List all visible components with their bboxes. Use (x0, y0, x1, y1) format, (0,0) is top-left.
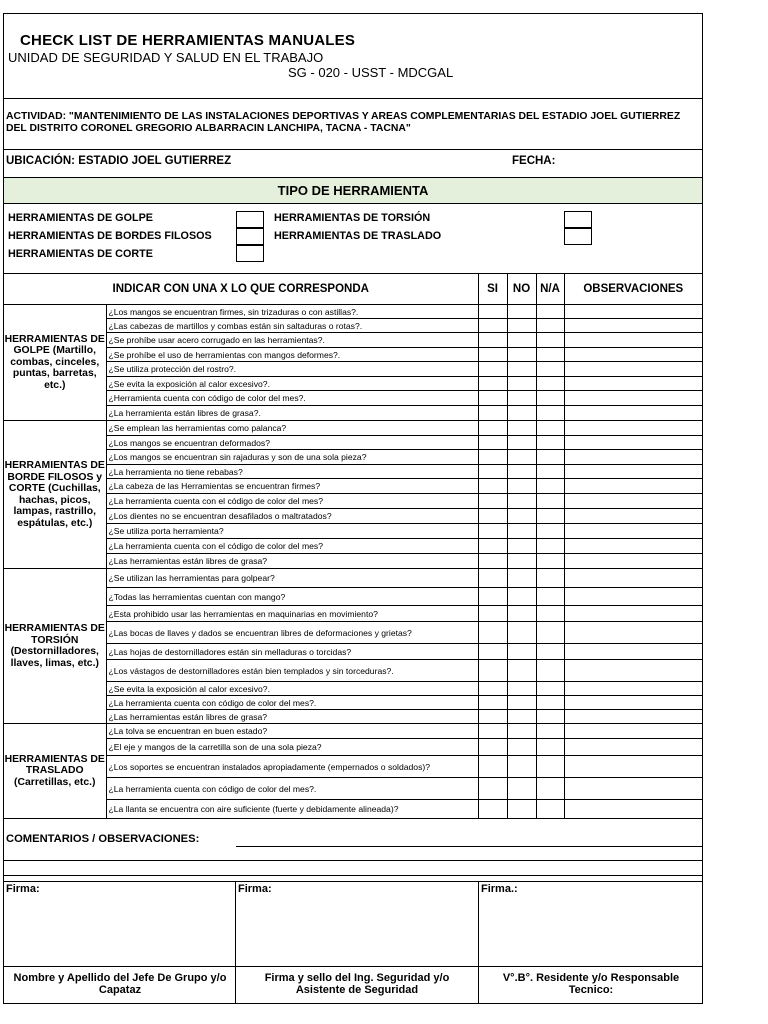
question-text: ¿Se utiliza porta herramienta? (106, 524, 478, 539)
answer-cell-no[interactable] (507, 421, 536, 436)
table-row (4, 465, 702, 479)
answer-cell-si[interactable] (478, 588, 507, 606)
answer-cell-na[interactable] (536, 554, 564, 569)
answer-cell-si[interactable] (478, 539, 507, 554)
answer-cell-na[interactable] (536, 739, 564, 756)
answer-cell-na[interactable] (536, 494, 564, 509)
comment-line[interactable] (236, 846, 702, 847)
table-row (4, 682, 702, 696)
answer-cell-si[interactable] (478, 377, 507, 391)
answer-cell-si[interactable] (478, 362, 507, 377)
answer-cell-observaciones[interactable] (564, 406, 702, 421)
question-text: ¿Los vástagos de destornilladores están bien templados y sin torceduras?. (106, 660, 478, 682)
divider (4, 98, 702, 99)
comment-line[interactable] (4, 860, 702, 861)
checkbox-torsion[interactable] (564, 211, 592, 228)
answer-cell-si[interactable] (478, 644, 507, 660)
answer-cell-na[interactable] (536, 756, 564, 778)
answer-cell-no[interactable] (507, 682, 536, 696)
question-text: ¿La llanta se encuentra con aire suficiente (fuerte y debidamente alineada)? (106, 800, 478, 819)
answer-cell-si[interactable] (478, 682, 507, 696)
tool-type-traslado: HERRAMIENTAS DE TRASLADO (274, 230, 442, 242)
answer-cell-si[interactable] (478, 606, 507, 622)
answer-cell-na[interactable] (536, 421, 564, 436)
question-text: ¿La herramienta no tiene rebabas? (106, 465, 478, 479)
answer-cell-observaciones[interactable] (564, 778, 702, 800)
document-title: CHECK LIST DE HERRAMIENTAS MANUALES (20, 32, 356, 49)
answer-cell-observaciones[interactable] (564, 479, 702, 494)
answer-cell-no[interactable] (507, 696, 536, 710)
col-si-header: SI (478, 274, 507, 305)
category-label: HERRAMIENTAS DE BORDE FILOSOS y CORTE (Cuchillas, hachas, picos, lampas, rastrillo, espátulas, etc.) (4, 421, 106, 569)
answer-cell-observaciones[interactable] (564, 569, 702, 588)
table-row (4, 622, 702, 644)
question-text: ¿Se evita la exposición al calor excesivo?. (106, 377, 478, 391)
table-row (4, 710, 702, 724)
answer-cell-observaciones[interactable] (564, 362, 702, 377)
checklist-sheet (3, 13, 703, 1004)
comments-label: COMENTARIOS / OBSERVACIONES: (6, 833, 200, 845)
tool-type-bordes: HERRAMIENTAS DE BORDES FILOSOS (8, 230, 212, 242)
answer-cell-observaciones[interactable] (564, 696, 702, 710)
table-row (4, 696, 702, 710)
tool-type-torsion: HERRAMIENTAS DE TORSIÓN (274, 212, 431, 224)
question-text: ¿Las cabezas de martillos y combas están sin saltaduras o rotas?. (106, 319, 478, 333)
signature-field-2[interactable]: Firma: (238, 883, 272, 895)
table-header-row (4, 274, 702, 305)
category-label: HERRAMIENTAS DE GOLPE (Martillo, combas, cinceles, puntas, barretas, etc.) (4, 305, 106, 421)
answer-cell-observaciones[interactable] (564, 682, 702, 696)
instruction-header: INDICAR CON UNA X LO QUE CORRESPONDA (4, 274, 478, 305)
table-row (4, 644, 702, 660)
answer-cell-observaciones[interactable] (564, 622, 702, 644)
table-row (4, 436, 702, 450)
signature-field-3[interactable]: Firma.: (481, 883, 518, 895)
answer-cell-observaciones[interactable] (564, 588, 702, 606)
question-text: ¿Los mangos se encuentran sin rajaduras y son de una sola pieza? (106, 450, 478, 465)
answer-cell-si[interactable] (478, 800, 507, 819)
location-label: UBICACIÓN: ESTADIO JOEL GUTIERREZ (6, 155, 232, 167)
question-text: ¿La tolva se encuentran en buen estado? (106, 724, 478, 739)
table-row (4, 539, 702, 554)
table-row (4, 524, 702, 539)
signature-label-3: V°.B°. Residente y/o Responsable Tecnico: (502, 972, 680, 996)
answer-cell-na[interactable] (536, 524, 564, 539)
answer-cell-si[interactable] (478, 660, 507, 682)
question-text: ¿La cabeza de las Herramientas se encuentran firmes? (106, 479, 478, 494)
answer-cell-na[interactable] (536, 333, 564, 348)
answer-cell-observaciones[interactable] (564, 539, 702, 554)
answer-cell-si[interactable] (478, 569, 507, 588)
answer-cell-na[interactable] (536, 696, 564, 710)
question-text: ¿Las bocas de llaves y dados se encuentran libres de deformaciones y grietas? (106, 622, 478, 644)
category-label: HERRAMIENTAS DE TORSIÓN (Destornilladores, llaves, limas, etc.) (4, 569, 106, 724)
col-observaciones-header: OBSERVACIONES (564, 274, 702, 305)
question-text: ¿Esta prohibido usar las herramientas en maquinarias en movimiento? (106, 606, 478, 622)
answer-cell-na[interactable] (536, 622, 564, 644)
answer-cell-no[interactable] (507, 319, 536, 333)
table-row (4, 406, 702, 421)
signature-divider (478, 881, 479, 1004)
answer-cell-no[interactable] (507, 539, 536, 554)
checkbox-golpe[interactable] (236, 211, 264, 228)
answer-cell-na[interactable] (536, 644, 564, 660)
table-row (4, 800, 702, 819)
answer-cell-si[interactable] (478, 421, 507, 436)
answer-cell-observaciones[interactable] (564, 509, 702, 524)
answer-cell-si[interactable] (478, 509, 507, 524)
answer-cell-no[interactable] (507, 569, 536, 588)
table-row (4, 305, 702, 319)
answer-cell-si[interactable] (478, 554, 507, 569)
answer-cell-observaciones[interactable] (564, 739, 702, 756)
col-na-header: N/A (536, 274, 564, 305)
table-row (4, 333, 702, 348)
checklist-table (4, 273, 702, 819)
answer-cell-na[interactable] (536, 406, 564, 421)
answer-cell-no[interactable] (507, 606, 536, 622)
answer-cell-observaciones[interactable] (564, 305, 702, 319)
answer-cell-na[interactable] (536, 450, 564, 465)
unit-subtitle: UNIDAD DE SEGURIDAD Y SALUD EN EL TRABAJO (8, 50, 324, 65)
tool-type-header: TIPO DE HERRAMIENTA (4, 177, 702, 204)
answer-cell-no[interactable] (507, 724, 536, 739)
table-row (4, 778, 702, 800)
answer-cell-na[interactable] (536, 391, 564, 406)
table-row (4, 554, 702, 569)
answer-cell-observaciones[interactable] (564, 450, 702, 465)
answer-cell-no[interactable] (507, 377, 536, 391)
answer-cell-observaciones[interactable] (564, 333, 702, 348)
answer-cell-no[interactable] (507, 524, 536, 539)
answer-cell-si[interactable] (478, 479, 507, 494)
question-text: ¿Los dientes no se encuentran desafilados o maltratados? (106, 509, 478, 524)
question-text: ¿Los mangos se encuentran firmes, sin trizaduras o con astillas?. (106, 305, 478, 319)
answer-cell-na[interactable] (536, 362, 564, 377)
answer-cell-observaciones[interactable] (564, 377, 702, 391)
comment-line[interactable] (4, 875, 702, 876)
signature-label-1: Nombre y Apellido del Jefe De Grupo y/o Capataz (13, 972, 227, 996)
answer-cell-na[interactable] (536, 588, 564, 606)
answer-cell-si[interactable] (478, 391, 507, 406)
answer-cell-observaciones[interactable] (564, 554, 702, 569)
answer-cell-no[interactable] (507, 660, 536, 682)
answer-cell-no[interactable] (507, 554, 536, 569)
answer-cell-no[interactable] (507, 479, 536, 494)
question-text: ¿Todas las herramientas cuentan con mango? (106, 588, 478, 606)
table-row (4, 348, 702, 362)
question-text: ¿La herramienta cuenta con código de color del mes?. (106, 778, 478, 800)
answer-cell-na[interactable] (536, 305, 564, 319)
question-text: ¿La herramienta están libres de grasa?. (106, 406, 478, 421)
signature-label-2: Firma y sello del Ing. Seguridad y/o Asistente de Seguridad (264, 972, 450, 996)
divider (4, 149, 702, 150)
answer-cell-si[interactable] (478, 524, 507, 539)
table-row (4, 421, 702, 436)
answer-cell-si[interactable] (478, 494, 507, 509)
answer-cell-na[interactable] (536, 710, 564, 724)
tool-type-corte: HERRAMIENTAS DE CORTE (8, 248, 153, 260)
answer-cell-no[interactable] (507, 450, 536, 465)
answer-cell-observaciones[interactable] (564, 421, 702, 436)
question-text: ¿Los soportes se encuentran instalados apropiadamente (empernados o soldados)? (106, 756, 478, 778)
answer-cell-observaciones[interactable] (564, 319, 702, 333)
answer-cell-si[interactable] (478, 696, 507, 710)
answer-cell-si[interactable] (478, 739, 507, 756)
answer-cell-si[interactable] (478, 450, 507, 465)
answer-cell-na[interactable] (536, 800, 564, 819)
question-text: ¿Se prohíbe el uso de herramientas con mangos deformes?. (106, 348, 478, 362)
answer-cell-no[interactable] (507, 333, 536, 348)
answer-cell-no[interactable] (507, 305, 536, 319)
answer-cell-observaciones[interactable] (564, 606, 702, 622)
answer-cell-no[interactable] (507, 710, 536, 724)
document-code: SG - 020 - USST - MDCGAL (288, 65, 454, 80)
answer-cell-si[interactable] (478, 348, 507, 362)
answer-cell-no[interactable] (507, 622, 536, 644)
answer-cell-observaciones[interactable] (564, 391, 702, 406)
table-row (4, 319, 702, 333)
table-row (4, 362, 702, 377)
table-row (4, 391, 702, 406)
question-text: ¿Los mangos se encuentran deformados? (106, 436, 478, 450)
answer-cell-no[interactable] (507, 494, 536, 509)
answer-cell-na[interactable] (536, 465, 564, 479)
table-row (4, 494, 702, 509)
answer-cell-na[interactable] (536, 348, 564, 362)
answer-cell-no[interactable] (507, 465, 536, 479)
answer-cell-no[interactable] (507, 362, 536, 377)
answer-cell-no[interactable] (507, 406, 536, 421)
answer-cell-si[interactable] (478, 778, 507, 800)
answer-cell-si[interactable] (478, 305, 507, 319)
tool-type-golpe: HERRAMIENTAS DE GOLPE (8, 212, 153, 224)
signature-field-1[interactable]: Firma: (6, 883, 40, 895)
answer-cell-no[interactable] (507, 756, 536, 778)
table-row (4, 479, 702, 494)
answer-cell-no[interactable] (507, 509, 536, 524)
question-text: ¿Se prohíbe usar acero corrugado en las herramientas?. (106, 333, 478, 348)
answer-cell-observaciones[interactable] (564, 524, 702, 539)
question-text: ¿Las hojas de destornilladores están sin melladuras o torcidas? (106, 644, 478, 660)
answer-cell-na[interactable] (536, 606, 564, 622)
signature-divider (235, 881, 236, 1004)
answer-cell-si[interactable] (478, 465, 507, 479)
question-text: ¿El eje y mangos de la carretilla son de una sola pieza? (106, 739, 478, 756)
answer-cell-observaciones[interactable] (564, 800, 702, 819)
answer-cell-si[interactable] (478, 436, 507, 450)
table-row (4, 588, 702, 606)
answer-cell-observaciones[interactable] (564, 756, 702, 778)
answer-cell-no[interactable] (507, 778, 536, 800)
answer-cell-na[interactable] (536, 436, 564, 450)
answer-cell-si[interactable] (478, 756, 507, 778)
answer-cell-na[interactable] (536, 319, 564, 333)
answer-cell-no[interactable] (507, 348, 536, 362)
answer-cell-na[interactable] (536, 682, 564, 696)
signature-label-line (4, 966, 702, 967)
answer-cell-si[interactable] (478, 724, 507, 739)
answer-cell-no[interactable] (507, 588, 536, 606)
answer-cell-observaciones[interactable] (564, 436, 702, 450)
table-row (4, 724, 702, 739)
answer-cell-no[interactable] (507, 800, 536, 819)
answer-cell-na[interactable] (536, 377, 564, 391)
answer-cell-si[interactable] (478, 710, 507, 724)
answer-cell-na[interactable] (536, 479, 564, 494)
answer-cell-na[interactable] (536, 569, 564, 588)
table-row (4, 450, 702, 465)
table-row (4, 509, 702, 524)
question-text: ¿Las herramientas están libres de grasa? (106, 554, 478, 569)
col-no-header: NO (507, 274, 536, 305)
answer-cell-na[interactable] (536, 778, 564, 800)
question-text: ¿Se evita la exposición al calor excesivo?. (106, 682, 478, 696)
table-row (4, 377, 702, 391)
checkbox-bordes[interactable] (236, 228, 264, 245)
answer-cell-na[interactable] (536, 660, 564, 682)
table-row (4, 739, 702, 756)
answer-cell-na[interactable] (536, 539, 564, 554)
answer-cell-si[interactable] (478, 622, 507, 644)
signature-top-line (4, 881, 702, 882)
table-row (4, 606, 702, 622)
answer-cell-si[interactable] (478, 406, 507, 421)
answer-cell-observaciones[interactable] (564, 724, 702, 739)
answer-cell-no[interactable] (507, 739, 536, 756)
answer-cell-na[interactable] (536, 724, 564, 739)
activity-text: ACTIVIDAD: "MANTENIMIENTO DE LAS INSTALACIONES DEPORTIVAS Y AREAS COMPLEMENTARIAS DEL ESTADIO JOEL GUTIERREZ DEL DISTRITO CORONEL GREGORIO ALBARRACIN LANCHIPA, TACNA - TACNA" (6, 111, 681, 134)
question-text: ¿La herramienta cuenta con el código de color del mes? (106, 494, 478, 509)
question-text: ¿Herramienta cuenta con código de color del mes?. (106, 391, 478, 406)
answer-cell-si[interactable] (478, 319, 507, 333)
answer-cell-no[interactable] (507, 644, 536, 660)
answer-cell-observaciones[interactable] (564, 644, 702, 660)
question-text: ¿Se utiliza protección del rostro?. (106, 362, 478, 377)
question-text: ¿La herramienta cuenta con el código de color del mes? (106, 539, 478, 554)
table-row (4, 756, 702, 778)
answer-cell-no[interactable] (507, 391, 536, 406)
category-label: HERRAMIENTAS DE TRASLADO (Carretillas, etc.) (4, 724, 106, 819)
question-text: ¿Se utilizan las herramientas para golpear? (106, 569, 478, 588)
checkbox-corte[interactable] (236, 245, 264, 262)
answer-cell-observaciones[interactable] (564, 348, 702, 362)
table-row (4, 569, 702, 588)
answer-cell-observaciones[interactable] (564, 494, 702, 509)
table-row (4, 660, 702, 682)
date-label: FECHA: (512, 155, 556, 167)
question-text: ¿La herramienta cuenta con código de color del mes?. (106, 696, 478, 710)
answer-cell-observaciones[interactable] (564, 660, 702, 682)
answer-cell-no[interactable] (507, 436, 536, 450)
answer-cell-observaciones[interactable] (564, 465, 702, 479)
answer-cell-observaciones[interactable] (564, 710, 702, 724)
answer-cell-si[interactable] (478, 333, 507, 348)
checkbox-traslado[interactable] (564, 228, 592, 245)
question-text: ¿Se emplean las herramientas como palanca? (106, 421, 478, 436)
answer-cell-na[interactable] (536, 509, 564, 524)
question-text: ¿Las herramientas están libres de grasa? (106, 710, 478, 724)
